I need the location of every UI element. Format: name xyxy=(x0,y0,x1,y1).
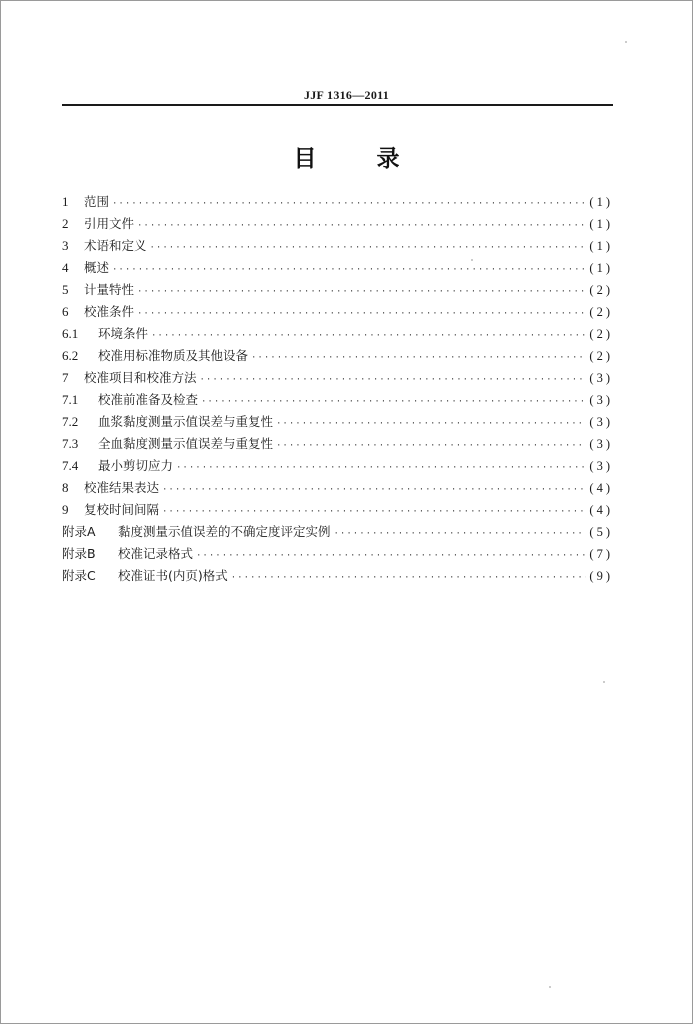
toc-entry-page: (2) xyxy=(589,349,613,363)
scan-speck xyxy=(471,259,473,261)
dot-leader xyxy=(162,501,586,523)
toc-entry-label: 校准记录格式 xyxy=(118,546,194,561)
toc-entry-number: 5 xyxy=(62,282,69,297)
toc-entry-page: (4) xyxy=(589,503,613,517)
dot-leader xyxy=(201,391,586,413)
toc-entry-number: 7.1 xyxy=(62,392,79,407)
toc-entry-label: 最小剪切应力 xyxy=(98,458,174,473)
toc-entry-page: (3) xyxy=(589,459,613,473)
toc-entry-number: 6 xyxy=(62,304,69,319)
toc-entry-number: 7.4 xyxy=(62,458,79,473)
toc-title xyxy=(1,140,692,173)
scan-speck xyxy=(625,41,627,43)
toc-entry-label: 校准证书(内页)格式 xyxy=(118,568,228,583)
toc-entry-number: 2 xyxy=(62,216,69,231)
table-of-contents xyxy=(62,191,613,587)
toc-entry[interactable] xyxy=(62,455,613,477)
toc-entry-label: 血浆黏度测量示值误差与重复性 xyxy=(98,414,274,429)
dot-leader xyxy=(231,567,587,589)
dot-leader xyxy=(151,325,586,347)
scan-speck xyxy=(603,681,605,683)
toc-entry-appendix[interactable] xyxy=(62,521,613,543)
toc-entry-label: 校准前准备及检查 xyxy=(98,392,199,407)
toc-entry-page: (1) xyxy=(589,217,613,231)
toc-entry-label: 黏度测量示值误差的不确定度评定实例 xyxy=(118,524,331,539)
toc-entry[interactable] xyxy=(62,433,613,455)
toc-entry[interactable] xyxy=(62,389,613,411)
dot-leader xyxy=(112,259,586,281)
toc-entry-page: (3) xyxy=(589,393,613,407)
toc-title-char-1: 目 xyxy=(293,146,317,172)
dot-leader xyxy=(137,303,586,325)
toc-entry[interactable] xyxy=(62,323,613,345)
dot-leader xyxy=(137,281,586,303)
toc-entry-label: 计量特性 xyxy=(84,282,135,297)
toc-entry-number: 附录C xyxy=(62,568,96,583)
toc-entry-label: 全血黏度测量示值误差与重复性 xyxy=(98,436,274,451)
dot-leader xyxy=(276,435,586,457)
toc-entry-page: (7) xyxy=(589,547,613,561)
toc-entry-number: 附录A xyxy=(62,524,96,539)
toc-entry-number: 6.1 xyxy=(62,326,79,341)
dot-leader xyxy=(200,369,587,391)
dot-leader xyxy=(196,545,586,567)
toc-entry-number: 7.2 xyxy=(62,414,79,429)
toc-entry[interactable] xyxy=(62,279,613,301)
dot-leader xyxy=(276,413,586,435)
toc-entry-appendix[interactable] xyxy=(62,565,613,587)
toc-entry-page: (3) xyxy=(589,415,613,429)
toc-entry-number: 8 xyxy=(62,480,69,495)
toc-entry-page: (1) xyxy=(589,239,613,253)
toc-entry-number: 9 xyxy=(62,502,69,517)
header-rule xyxy=(62,104,613,106)
toc-entry-label: 范围 xyxy=(84,194,110,209)
toc-entry-label: 引用文件 xyxy=(84,216,135,231)
toc-entry-appendix[interactable] xyxy=(62,543,613,565)
toc-entry[interactable] xyxy=(62,257,613,279)
toc-entry-page: (3) xyxy=(589,371,613,385)
scan-speck xyxy=(549,986,551,988)
toc-entry-label: 复校时间间隔 xyxy=(84,502,160,517)
toc-entry[interactable] xyxy=(62,411,613,433)
toc-entry-label: 校准结果表达 xyxy=(84,480,160,495)
toc-entry-number: 7.3 xyxy=(62,436,79,451)
toc-entry-number: 3 xyxy=(62,238,69,253)
toc-entry[interactable] xyxy=(62,235,613,257)
toc-entry-page: (2) xyxy=(589,327,613,341)
toc-entry-page: (9) xyxy=(589,569,613,583)
toc-entry-label: 概述 xyxy=(84,260,110,275)
toc-entry-label: 环境条件 xyxy=(98,326,149,341)
toc-entry[interactable] xyxy=(62,301,613,323)
toc-entry-number: 6.2 xyxy=(62,348,79,363)
standard-code: JJF 1316—2011 xyxy=(303,88,390,102)
toc-entry-label: 校准用标准物质及其他设备 xyxy=(98,348,249,363)
toc-entry[interactable] xyxy=(62,499,613,521)
toc-title-char-2: 录 xyxy=(376,146,400,172)
dot-leader xyxy=(251,347,586,369)
toc-entry[interactable] xyxy=(62,213,613,235)
dot-leader xyxy=(112,193,586,215)
toc-entry-label: 术语和定义 xyxy=(84,238,147,253)
toc-entry-page: (2) xyxy=(589,283,613,297)
dot-leader xyxy=(150,237,587,259)
toc-entry-label: 校准条件 xyxy=(84,304,135,319)
toc-entry-number: 附录B xyxy=(62,546,96,561)
toc-entry-label: 校准项目和校准方法 xyxy=(84,370,197,385)
dot-leader xyxy=(334,523,587,545)
toc-entry-number: 7 xyxy=(62,370,69,385)
toc-entry-number: 4 xyxy=(62,260,69,275)
toc-entry-page: (1) xyxy=(589,195,613,209)
toc-entry-page: (5) xyxy=(589,525,613,539)
toc-entry-page: (4) xyxy=(589,481,613,495)
toc-entry-page: (2) xyxy=(589,305,613,319)
dot-leader xyxy=(176,457,586,479)
toc-entry-number: 1 xyxy=(62,194,69,209)
toc-entry[interactable] xyxy=(62,191,613,213)
toc-entry-page: (1) xyxy=(589,261,613,275)
toc-entry[interactable] xyxy=(62,345,613,367)
dot-leader xyxy=(162,479,586,501)
dot-leader xyxy=(137,215,586,237)
toc-entry-page: (3) xyxy=(589,437,613,451)
toc-entry[interactable] xyxy=(62,477,613,499)
toc-entry[interactable] xyxy=(62,367,613,389)
